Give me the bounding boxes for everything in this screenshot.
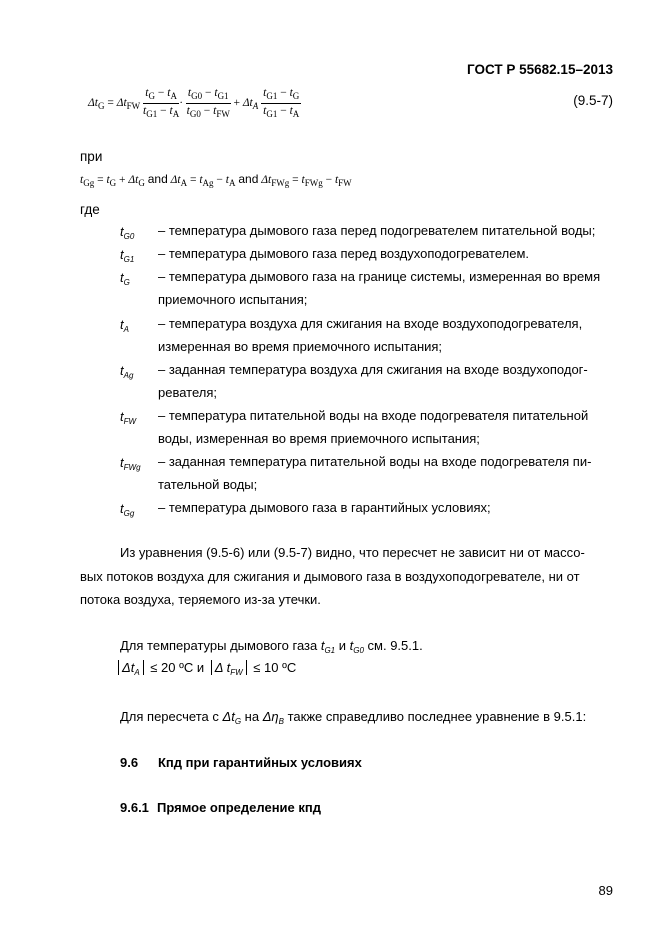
definition-text-tgg: – температура дымового газа в гарантийных условиях;: [158, 500, 491, 515]
definition-symbol-tfwg: $t_{FWg}$: [120, 455, 141, 472]
paragraph-1-line-2: вых потоков воздуха для сжигания и дымового газа в воздухоподогревателе, ни от: [80, 569, 580, 584]
definition-text-tfw-line1: – температура питательной воды на входе подогревателя питательной: [158, 408, 589, 423]
equation-number: (9.5-7): [573, 93, 613, 108]
definition-symbol-tg: $t_G$: [120, 270, 130, 287]
gde-label: где: [80, 202, 100, 217]
paragraph-1-line-1: Из уравнения (9.5-6) или (9.5-7) видно, что пересчет не зависит ни от массо-: [120, 545, 585, 560]
definition-text-tfwg-line2: тательной воды;: [158, 477, 258, 492]
definition-text-ta-line1: – температура воздуха для сжигания на входе воздухоподогревателя,: [158, 316, 583, 331]
fraction-2: $\frac{t_{G0} - t_{G1}}{t_{G0} - t_{FW}}$: [186, 87, 230, 119]
definition-text-tfwg-line1: – заданная температура питательной воды на входе подогревателя пи-: [158, 454, 592, 469]
definition-symbol-tg0: $t_{G0}$: [120, 224, 135, 241]
condition-line: $t_{Gg} = t_G + \Delta t_G$ and $\Delta t_A = t_{Ag} - t_A$ and $\Delta t_{FWg} = t_{FWg} - t_{FW}$: [80, 172, 352, 188]
definition-text-tfw-line2: воды, измеренная во время приемочного испытания;: [158, 431, 480, 446]
section-9-6-number: 9.6: [120, 755, 139, 770]
definition-text-ta-line2: измеренная во время приемочного испытания;: [158, 339, 443, 354]
pri-label: при: [80, 149, 103, 164]
fraction-1: $\frac{t_G - t_A}{t_{G1} - t_A}$: [143, 87, 180, 119]
paragraph-1-line-3: потока воздуха, теряемого из-за утечки.: [80, 592, 321, 607]
definition-symbol-tg1: $t_{G1}$: [120, 247, 135, 264]
section-9-6-1-number: 9.6.1: [120, 800, 149, 815]
fraction-3: $\frac{t_{G1} - t_G}{t_{G1} - t_A}$: [263, 87, 300, 119]
definition-text-tag-line1: – заданная температура воздуха для сжигания на входе воздухоподог-: [158, 362, 588, 377]
definition-text-tg-line1: – температура дымового газа на границе системы, измеренная во время: [158, 269, 601, 284]
definition-text-tg0: – температура дымового газа перед подогревателем питательной воды;: [158, 223, 596, 238]
definition-symbol-tgg: $t_{Gg}$: [120, 501, 135, 518]
definition-symbol-tfw: $t_{FW}$: [120, 409, 137, 426]
definition-symbol-tag: $t_{Ag}$: [120, 363, 134, 380]
definition-text-tg-line2: приемочного испытания;: [158, 292, 308, 307]
definition-symbol-ta: $t_A$: [120, 317, 129, 334]
section-9-6-1-title: Прямое определение кпд: [157, 800, 321, 815]
page-number: 89: [598, 883, 613, 898]
document-header: ГОСТ Р 55682.15–2013: [467, 62, 613, 77]
definition-text-tg1: – температура дымового газа перед воздухоподогревателем.: [158, 246, 530, 261]
paragraph-3: Для пересчета с $\Delta t_G$ на $\Delta\eta_B$ также справедливо последнее уравнение в 9.5.1:: [120, 709, 587, 726]
definition-text-tag-line2: ревателя;: [158, 385, 218, 400]
equation-9-5-7: $\Delta t_G = \Delta t_{FW}$ $\frac{t_G - t_A}{t_{G1} - t_A}$ · $\frac{t_{G0} - t_{G1}}{t_{G0} - t_{FW}}$ + $\Delta t_A$ $\frac{t_{G1} - t_G}{t_{G1} - t_A}$: [88, 87, 300, 119]
paragraph-2: Для температуры дымового газа $t_{G1}$ и $t_{G0}$ см. 9.5.1.: [120, 638, 423, 655]
section-9-6-title: Кпд при гарантийных условиях: [158, 755, 362, 770]
limits-line: $\Delta t_A \le 20$ ºC и Δ $t_{FW} \le 10$ ºC: [115, 660, 296, 681]
